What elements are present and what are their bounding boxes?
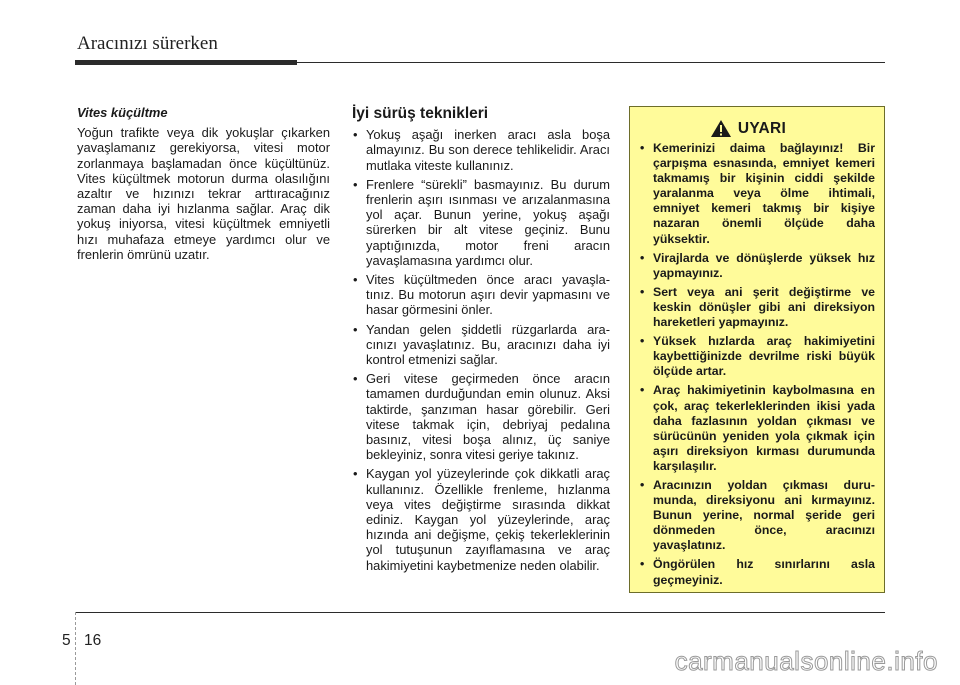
bullet-icon: • [640, 334, 645, 349]
warning-item [639, 285, 875, 330]
bullet-icon: • [640, 141, 645, 155]
warning-item [639, 478, 875, 553]
body-paragraph: Yoğun trafikte veya dik yokuşlar çıkarken yavaşlamanız gerekiyorsa, vitesi motor zorlanmaya başlamadan önce küçültünüz. Vites küçültmek motorun durma olasılığını azaltır ve hızınızı tekrar arttıracağınız zaman daha iyi hızlanma sağlar. Araç dik yokuş iniyorsa, vitesi küçültmek emniyetli hızı muhafaza etmeye yardımcı olur ve frenlerin ömrünü uzatır. [77, 125, 330, 262]
header-accent-bar [75, 60, 297, 65]
warning-box [629, 106, 885, 593]
warning-item [639, 141, 875, 247]
warning-item [639, 557, 875, 587]
chapter-number: 5 [62, 632, 71, 649]
list-item [352, 371, 610, 462]
bullet-icon: • [353, 321, 358, 337]
middle-column [352, 106, 610, 577]
warning-item-text: Yüksek hızlarda araç hakimiyetini kaybettiğinizde devrilme riski büyük ölçüde artar. [653, 334, 875, 379]
bullet-icon: • [353, 176, 358, 192]
warning-item-text: Sert veya ani şerit değiştirme ve keskin dönüşler gibi ani direksiyon hareketleri yapmayınız. [653, 284, 875, 330]
warning-title: UYARI [737, 119, 787, 137]
bullet-icon: • [640, 477, 645, 492]
page-header-title: Aracınızı sürerken [77, 33, 218, 54]
list-item [352, 177, 610, 268]
footer-divider [75, 612, 76, 685]
warning-header [639, 119, 875, 138]
left-column [77, 105, 330, 262]
list-item-text: Geri vitese geçirmeden önce aracın tamamen durduğundan emin olunuz. Aksi taktirde, şanzıman hasar görebilir. Geri vitese takmak için, debriyaj pedalına basınız, vitesi boşa alınız, üç saniye bekleyiniz, sonra vitesi geriye takınız. [366, 371, 610, 463]
warning-item-text: Araç hakimiyetinin kaybolmasına en çok, araç tekerleklerinden ikisi yada daha fazlasının yoldan çıkması ve sürücünün yeniden yola çıkmak için aşırı direksiyon kırması durumunda karşılaşılır. [653, 383, 875, 473]
bullet-icon: • [353, 371, 358, 387]
section-heading: İyi sürüş teknikleri [352, 105, 489, 122]
bullet-icon: • [640, 250, 645, 265]
warning-item-text: Kemerinizi daima bağlayınız! Bir çarpışma esnasında, emniyet kemeri takmamış bir kişinin ciddi şekilde yaralanma veya ölme ihtimali, emniyet kemeri takmış bir kişiye nazaran önemli ölçüde daha yüksektir. [653, 141, 875, 246]
list-item [352, 322, 610, 368]
bullet-icon: • [640, 557, 645, 572]
list-item-text: Kaygan yol yüzeylerinde çok dikkatli araç kullanınız. Özellikle frenleme, hızlanma veya vites değiştirme sırasında dikkat ediniz. Kaygan yol yüzeylerinde, araç hızında ani değişme, çekiş tekerleklerinin yol tutuşunun zayıflamasına ve araç hakimiyetini kaybetmenize neden olabilir. [366, 466, 610, 573]
warning-item-text: Virajlarda ve dönüşlerde yüksek hız yapmayınız. [653, 250, 875, 280]
header-rule [297, 62, 885, 63]
list-item [352, 272, 610, 318]
list-item-text: Vites küçültmeden önce aracı yavaşlatınız. Bu motorun aşırı devir yapmasını ve hasar görmesini önler. [366, 272, 610, 318]
page-number: 16 [84, 632, 102, 649]
list-item [352, 127, 610, 173]
warning-triangle-icon [710, 119, 732, 138]
list-item-text: Yandan gelen şiddetli rüzgarlarda aracınızı yavaşlatınız. Bu, aracınızı daha iyi kontrol etmenizi sağlar. [366, 321, 610, 368]
bullet-icon: • [640, 383, 645, 398]
warning-item [639, 334, 875, 379]
bullet-icon: • [353, 127, 358, 143]
warning-item-text: Aracınızın yoldan çıkması durumunda, direksiyonu ani kırmayınız. Bunun yerine, normal şeride geri dönmeden önce, aracınızı yavaşlatınız. [653, 477, 875, 553]
warning-item-text: Öngörülen hız sınırlarını asla geçmeyiniz. [653, 557, 875, 587]
list-item-text: Yokuş aşağı inerken aracı asla boşa almayınız. Bu son derece tehlikelidir. Aracı mutlaka viteste kullanınız. [366, 127, 610, 173]
driving-tips-list [352, 127, 610, 573]
section-subheading: Vites küçültme [77, 105, 168, 120]
footer-rule [75, 612, 885, 613]
warning-item [639, 251, 875, 281]
list-item [352, 466, 610, 572]
warning-list [639, 141, 875, 588]
bullet-icon: • [353, 466, 358, 482]
list-item-text: Frenlere “sürekli” basmayınız. Bu durum frenlerin aşırı ısınması ve arızalanmasına yol açar. Bunun yerine, yokuş aşağı sürerken bir alt vitese geçiniz. Bunu yaptığınızda, motor freni aracın yavaşlamasına yardımcı olur. [366, 176, 610, 268]
watermark: carmanualsonline.info [674, 646, 938, 676]
warning-item [639, 383, 875, 474]
bullet-icon: • [353, 272, 358, 288]
bullet-icon: • [640, 284, 645, 299]
